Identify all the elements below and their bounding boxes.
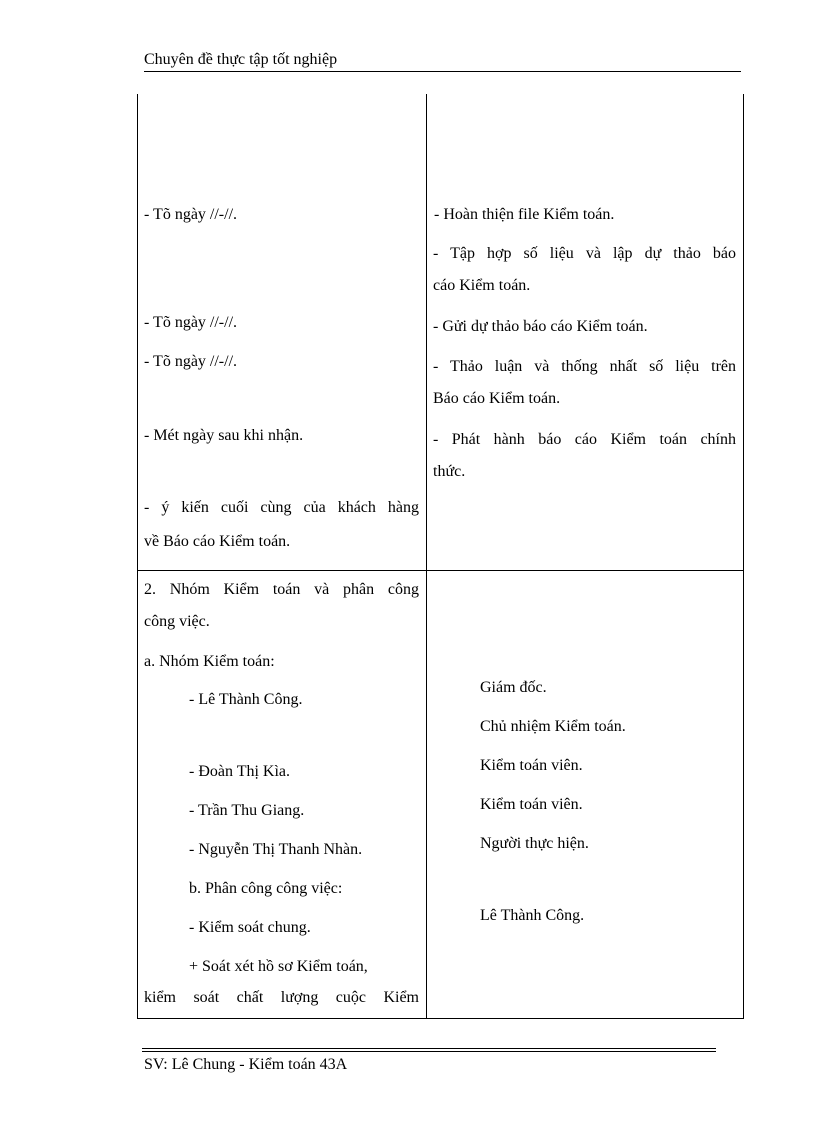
row1-right-line: - Hoàn thiện file Kiểm toán. bbox=[434, 206, 615, 223]
row1-right-line: - Gửi dự thảo báo cáo Kiểm toán. bbox=[433, 318, 648, 335]
row2-left-line: - Trần Thu Giang. bbox=[189, 802, 305, 819]
row2-right-line: Kiểm toán viên. bbox=[480, 796, 583, 813]
page-footer-text: SV: Lê Chung - Kiểm toán 43A bbox=[144, 1056, 348, 1073]
row2-right-line: Chủ nhiệm Kiểm toán. bbox=[480, 718, 626, 735]
page-header-title: Chuyên đề thực tập tốt nghiệp bbox=[144, 51, 338, 68]
row2-right-line: Kiểm toán viên. bbox=[480, 757, 583, 774]
row2-right-line: Lê Thành Công. bbox=[480, 907, 585, 924]
row1-right-line: cáo Kiểm toán. bbox=[433, 277, 531, 294]
row2-left-line: - Lê Thành Công. bbox=[189, 691, 303, 708]
row2-left-line: b. Phân công công việc: bbox=[189, 880, 343, 897]
row2-left-line: - Kiểm soát chung. bbox=[189, 919, 311, 936]
header-divider bbox=[144, 71, 741, 72]
row1-left-line: - Mét ngày sau khi nhận. bbox=[144, 427, 304, 444]
row2-left-line: + Soát xét hồ sơ Kiểm toán, bbox=[189, 958, 368, 975]
row1-right-line: - Thảo luận và thống nhất số liệu trên bbox=[433, 358, 736, 375]
table-border-left bbox=[137, 94, 138, 1019]
table-column-divider bbox=[426, 94, 427, 1019]
row1-left-line: - Tõ ngày //-//. bbox=[144, 353, 238, 370]
row1-left-line: - Tõ ngày //-//. bbox=[144, 206, 238, 223]
footer-divider-top bbox=[142, 1048, 716, 1049]
row1-left-line: - ý kiến cuối cùng của khách hàng bbox=[144, 499, 419, 516]
table-border-bottom bbox=[137, 1018, 744, 1019]
row2-left-line: 2. Nhóm Kiểm toán và phân công bbox=[144, 581, 419, 598]
table-row-divider bbox=[137, 570, 744, 571]
row1-left-line: về Báo cáo Kiểm toán. bbox=[144, 533, 291, 550]
row1-right-line: - Tập hợp số liệu và lập dự thảo báo bbox=[433, 245, 736, 262]
row1-right-line: - Phát hành báo cáo Kiểm toán chính bbox=[433, 431, 736, 448]
row1-right-line: thức. bbox=[433, 463, 466, 480]
row2-left-line: kiểm soát chất lượng cuộc Kiểm bbox=[144, 989, 419, 1006]
table-border-right bbox=[743, 94, 744, 1019]
row2-left-line: - Đoàn Thị Kìa. bbox=[189, 763, 291, 780]
row2-right-line: Người thực hiện. bbox=[480, 835, 589, 852]
footer-divider-bottom bbox=[142, 1051, 716, 1052]
row2-left-line: công việc. bbox=[144, 613, 210, 630]
row2-right-line: Giám đốc. bbox=[480, 679, 547, 696]
row2-left-line: - Nguyễn Thị Thanh Nhàn. bbox=[189, 841, 363, 858]
row1-right-line: Báo cáo Kiểm toán. bbox=[433, 390, 561, 407]
row2-left-line: a. Nhóm Kiểm toán: bbox=[144, 653, 275, 670]
row1-left-line: - Tõ ngày //-//. bbox=[144, 314, 238, 331]
